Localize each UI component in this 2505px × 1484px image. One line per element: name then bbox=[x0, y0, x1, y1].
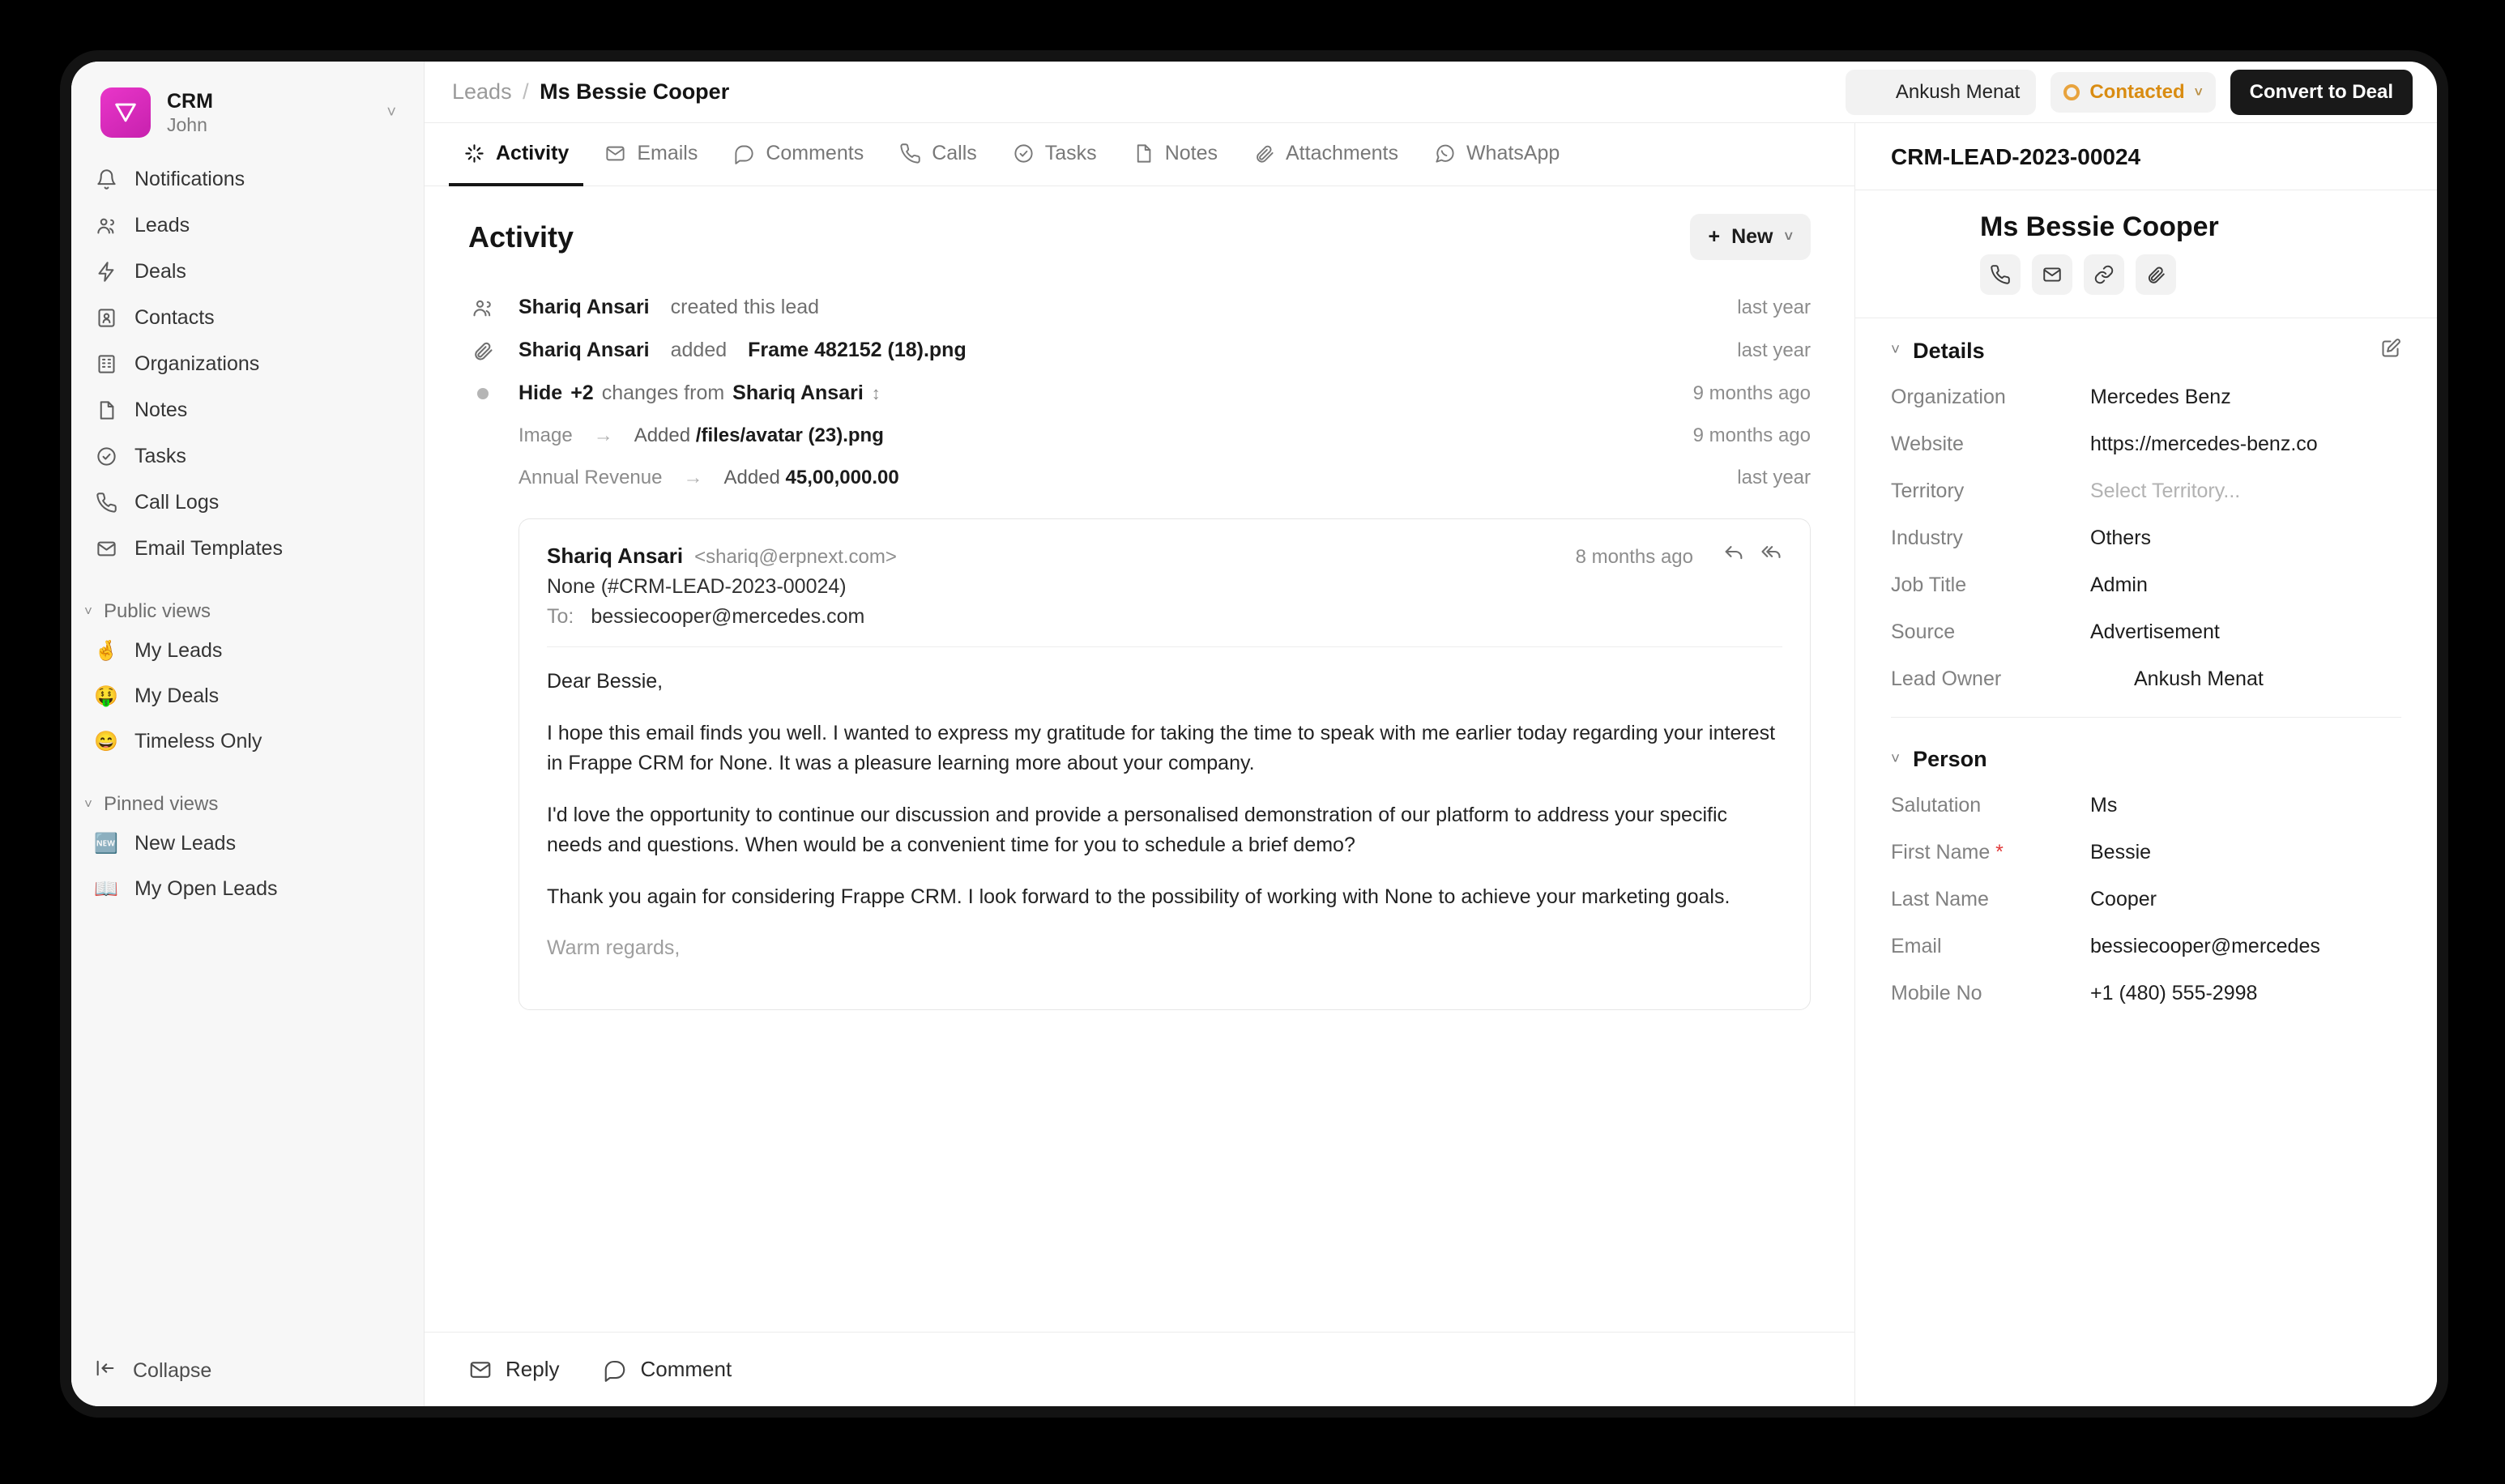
field-value: Bessie bbox=[2090, 840, 2152, 864]
event-time: 9 months ago bbox=[1692, 424, 1811, 446]
lead-id: CRM-LEAD-2023-00024 bbox=[1891, 144, 2141, 169]
primary-nav bbox=[71, 157, 424, 573]
org-switcher[interactable] bbox=[81, 79, 414, 146]
detail-panel bbox=[1855, 123, 2437, 1406]
chevron-down-icon: ˅ bbox=[84, 603, 92, 619]
pinned-views-list bbox=[71, 822, 424, 913]
activity-panel bbox=[425, 186, 1854, 1332]
field-label: Email bbox=[1891, 934, 1942, 957]
field-last-name[interactable] bbox=[1891, 876, 2401, 923]
toggle-changes-button[interactable] bbox=[518, 382, 881, 405]
field-value-container bbox=[2090, 663, 2264, 694]
reply-all-icon[interactable] bbox=[1760, 540, 1782, 567]
sidebar-item-contacts[interactable] bbox=[81, 296, 414, 339]
arrow-icon: → bbox=[683, 467, 703, 488]
mail-icon bbox=[468, 1358, 493, 1382]
event-actor: Shariq Ansari bbox=[518, 339, 650, 361]
changes-group-header bbox=[468, 372, 1811, 415]
field-label: Source bbox=[1891, 620, 1956, 643]
mail-icon[interactable] bbox=[2032, 254, 2072, 295]
event-time: last year bbox=[1737, 339, 1811, 361]
field-organization[interactable] bbox=[1891, 373, 2401, 420]
field-lead-owner[interactable] bbox=[1891, 655, 2401, 702]
field-mobile-no[interactable] bbox=[1891, 970, 2401, 1017]
my-leads-emoji-icon: 🤞 bbox=[94, 640, 118, 662]
sidebar-item-organizations[interactable] bbox=[81, 342, 414, 386]
field-value: bessiecooper@mercedes bbox=[2090, 934, 2320, 957]
avatar[interactable] bbox=[1891, 220, 1959, 288]
event-time: last year bbox=[1737, 467, 1811, 488]
field-label bbox=[1891, 841, 2090, 864]
collapse-icon bbox=[94, 1357, 117, 1385]
avatar bbox=[469, 537, 506, 574]
sidebar-item-my-deals[interactable] bbox=[81, 675, 414, 718]
sidebar-item-my-leads[interactable] bbox=[81, 629, 414, 672]
tab-calls[interactable] bbox=[885, 124, 992, 186]
deals-icon bbox=[94, 259, 118, 284]
sidebar-item-leads[interactable] bbox=[81, 203, 414, 247]
change-value bbox=[634, 424, 884, 447]
field-value: Ankush Menat bbox=[2134, 667, 2264, 690]
field-label: Job Title bbox=[1891, 573, 1967, 596]
contacts-icon bbox=[94, 305, 118, 330]
change-prefix: Added bbox=[634, 424, 691, 446]
sidebar-item-call-logs[interactable] bbox=[81, 480, 414, 524]
sidebar-item-label: Email Templates bbox=[134, 536, 283, 560]
tab-label: Calls bbox=[932, 142, 977, 164]
tab-bar bbox=[425, 123, 1854, 186]
change-prefix: Added bbox=[723, 467, 780, 488]
field-label: Lead Owner bbox=[1891, 667, 2002, 690]
field-label: Website bbox=[1891, 432, 1964, 455]
field-value: Cooper bbox=[2090, 887, 2157, 910]
breadcrumb-current: Ms Bessie Cooper bbox=[540, 79, 730, 104]
email-body bbox=[547, 667, 1782, 964]
org-name: CRM bbox=[167, 89, 213, 113]
field-source[interactable] bbox=[1891, 608, 2401, 655]
details-section bbox=[1855, 318, 2437, 727]
activity-icon bbox=[463, 143, 485, 164]
reply-icon[interactable] bbox=[1722, 540, 1745, 567]
sidebar-item-tasks[interactable] bbox=[81, 434, 414, 478]
breadcrumb bbox=[452, 79, 729, 104]
center-column bbox=[425, 123, 1855, 1406]
field-industry[interactable] bbox=[1891, 514, 2401, 561]
public-views-title: Public views bbox=[103, 600, 211, 622]
lead-owner-chip[interactable] bbox=[1846, 70, 2036, 115]
sidebar bbox=[71, 62, 425, 1406]
chevron-down-icon: ˅ bbox=[2194, 83, 2203, 100]
change-row bbox=[468, 415, 1811, 457]
notes-icon bbox=[94, 398, 118, 422]
person-header bbox=[1855, 190, 2437, 318]
field-website[interactable] bbox=[1891, 420, 2401, 467]
new-activity-button[interactable] bbox=[1690, 214, 1811, 260]
divider bbox=[547, 646, 1782, 647]
plus-icon: + bbox=[1708, 225, 1721, 248]
chevron-down-icon[interactable]: ˅ bbox=[1891, 342, 1901, 359]
field-value: Ms bbox=[2090, 793, 2118, 817]
divider bbox=[1891, 717, 2401, 718]
sidebar-item-label: Timeless Only bbox=[134, 730, 262, 753]
convert-to-deal-button[interactable]: Convert to Deal bbox=[2230, 70, 2413, 115]
email-paragraph: Dear Bessie, bbox=[547, 670, 664, 693]
comment-label: Comment bbox=[640, 1357, 732, 1381]
status-dot-icon bbox=[2063, 84, 2080, 100]
sidebar-item-label: Organizations bbox=[134, 352, 260, 375]
person-name: Ms Bessie Cooper bbox=[1980, 211, 2219, 242]
field-label: Last Name bbox=[1891, 887, 1989, 910]
my-deals-emoji-icon: 🤑 bbox=[94, 685, 118, 707]
field-value: Mercedes Benz bbox=[2090, 385, 2231, 408]
sidebar-item-label: Call Logs bbox=[134, 490, 220, 514]
change-new-value: 45,00,000.00 bbox=[785, 467, 899, 488]
changes-text: changes from bbox=[601, 382, 725, 404]
tab-notes[interactable] bbox=[1118, 124, 1232, 186]
sidebar-item-my-open-leads[interactable] bbox=[81, 868, 414, 910]
comment-icon bbox=[733, 143, 755, 164]
tab-comments[interactable] bbox=[719, 124, 878, 186]
sidebar-item-label: New Leads bbox=[134, 832, 237, 855]
task-icon bbox=[1013, 143, 1035, 164]
person-section bbox=[1855, 727, 2437, 1026]
timeless-only-emoji-icon: 😄 bbox=[94, 731, 118, 753]
change-row bbox=[468, 457, 1811, 499]
email-sender: Shariq Ansari bbox=[547, 544, 684, 568]
email-sender-address: <shariq@erpnext.com> bbox=[694, 546, 897, 568]
event-target[interactable]: Frame 482152 (18).png bbox=[748, 339, 967, 361]
attachment-icon bbox=[468, 339, 497, 362]
status-badge[interactable] bbox=[2051, 72, 2215, 113]
leads-icon bbox=[94, 213, 118, 237]
sidebar-item-label: Leads bbox=[134, 213, 190, 237]
email-to-label: To: bbox=[547, 605, 574, 628]
tab-label: Notes bbox=[1164, 142, 1218, 164]
field-job-title[interactable] bbox=[1891, 561, 2401, 608]
mail-icon bbox=[94, 536, 118, 561]
sidebar-item-timeless-only[interactable] bbox=[81, 720, 414, 763]
collapse-sidebar-button[interactable] bbox=[71, 1339, 424, 1406]
reply-button[interactable] bbox=[468, 1357, 559, 1382]
email-to-address: bessiecooper@mercedes.com bbox=[591, 605, 865, 628]
event-action: created this lead bbox=[670, 296, 820, 318]
sidebar-item-label: My Leads bbox=[134, 639, 223, 662]
timeline-dot-icon bbox=[477, 388, 489, 399]
attachment-icon[interactable] bbox=[2136, 254, 2176, 295]
email-icon bbox=[604, 143, 626, 164]
sidebar-item-email-templates[interactable] bbox=[81, 527, 414, 570]
crm-logo-icon bbox=[100, 87, 151, 138]
new-button-label: New bbox=[1731, 225, 1773, 248]
org-user: John bbox=[167, 114, 207, 136]
new-leads-emoji-icon: 🆕 bbox=[94, 833, 118, 855]
email-recipient-row bbox=[547, 605, 1782, 629]
field-value: Others bbox=[2090, 526, 2152, 549]
email-subject: None (#CRM-LEAD-2023-00024) bbox=[547, 575, 847, 598]
pinned-views-title: Pinned views bbox=[103, 793, 219, 815]
sidebar-item-label: Contacts bbox=[134, 305, 215, 329]
avatar bbox=[2090, 663, 2121, 694]
sidebar-item-label: Notes bbox=[134, 398, 188, 421]
field-value: https://mercedes-benz.co bbox=[2090, 432, 2318, 455]
sidebar-item-new-leads[interactable] bbox=[81, 822, 414, 865]
event-time: 9 months ago bbox=[1692, 382, 1811, 404]
phone-icon[interactable] bbox=[1980, 254, 2021, 295]
organizations-icon bbox=[94, 352, 118, 376]
breadcrumb-separator: / bbox=[523, 79, 529, 104]
public-views-header[interactable] bbox=[71, 589, 424, 629]
whatsapp-icon bbox=[1434, 143, 1456, 164]
chevron-down-icon: ˅ bbox=[386, 103, 396, 122]
event-time: last year bbox=[1737, 296, 1811, 318]
tab-emails[interactable] bbox=[590, 124, 712, 186]
activity-event bbox=[468, 329, 1811, 372]
event-action: added bbox=[670, 339, 728, 361]
details-title: Details bbox=[1913, 338, 1985, 363]
field-value: Admin bbox=[2090, 573, 2148, 596]
sidebar-item-label: My Open Leads bbox=[134, 877, 278, 900]
field-email[interactable] bbox=[1891, 923, 2401, 970]
tab-label: Emails bbox=[637, 142, 698, 164]
pinned-views-header[interactable] bbox=[71, 782, 424, 822]
avatar bbox=[1854, 77, 1884, 108]
breadcrumb-root[interactable]: Leads bbox=[452, 79, 512, 104]
tasks-icon bbox=[94, 444, 118, 468]
field-label-text: First Name bbox=[1891, 840, 1991, 864]
field-label: Organization bbox=[1891, 385, 2006, 408]
changes-actor: Shariq Ansari bbox=[732, 382, 864, 404]
tab-label: Attachments bbox=[1286, 142, 1398, 164]
sidebar-item-label: Tasks bbox=[134, 444, 186, 467]
email-card[interactable] bbox=[518, 518, 1811, 1010]
tab-whatsapp[interactable] bbox=[1419, 124, 1574, 186]
edit-icon[interactable] bbox=[2379, 338, 2401, 364]
app-window bbox=[71, 62, 2437, 1406]
sidebar-item-label: My Deals bbox=[134, 684, 220, 707]
tab-attachments[interactable] bbox=[1239, 124, 1413, 186]
tab-label: Tasks bbox=[1044, 142, 1097, 164]
activity-footer bbox=[425, 1332, 1854, 1406]
phone-icon bbox=[899, 143, 921, 164]
sidebar-item-label: Deals bbox=[134, 259, 186, 283]
activity-event bbox=[468, 286, 1811, 329]
tab-label: Comments bbox=[766, 142, 864, 164]
change-new-value: /files/avatar (23).png bbox=[695, 424, 884, 446]
field-label: Territory bbox=[1891, 479, 1965, 502]
attachment-icon bbox=[1253, 143, 1275, 164]
status-label: Contacted bbox=[2089, 80, 2185, 103]
bell-icon bbox=[94, 167, 118, 191]
tab-label: WhatsApp bbox=[1466, 142, 1560, 164]
link-icon[interactable] bbox=[2084, 254, 2124, 295]
chevron-down-icon: ˅ bbox=[84, 796, 92, 812]
person-add-icon bbox=[468, 296, 497, 319]
lead-owner-name: Ankush Menat bbox=[1895, 80, 2021, 103]
reply-label: Reply bbox=[506, 1357, 560, 1381]
field-label: Mobile No bbox=[1891, 981, 1982, 1004]
collapse-label: Collapse bbox=[133, 1359, 212, 1382]
sidebar-item-notes[interactable] bbox=[81, 388, 414, 432]
person-title: Person bbox=[1913, 747, 1987, 771]
field-salutation[interactable] bbox=[1891, 782, 2401, 829]
field-label: Salutation bbox=[1891, 793, 1982, 817]
chevron-down-icon: ˅ bbox=[1784, 228, 1793, 245]
tab-tasks[interactable] bbox=[998, 124, 1112, 186]
chevron-down-icon[interactable]: ˅ bbox=[1891, 750, 1901, 768]
public-views-list bbox=[71, 629, 424, 765]
changes-count: +2 bbox=[570, 382, 594, 404]
email-closing: Warm regards, bbox=[547, 936, 681, 959]
sidebar-item-notifications[interactable] bbox=[81, 157, 414, 201]
phone-icon bbox=[94, 490, 118, 514]
chevron-updown-icon: ↕ bbox=[871, 382, 881, 403]
comment-icon bbox=[603, 1358, 627, 1382]
my-open-leads-emoji-icon: 📖 bbox=[94, 878, 118, 900]
field-value: +1 (480) 555-2998 bbox=[2090, 981, 2258, 1004]
field-value: Advertisement bbox=[2090, 620, 2220, 643]
main-area bbox=[425, 62, 2437, 1406]
lead-id-header bbox=[1855, 123, 2437, 190]
required-indicator: * bbox=[1990, 840, 2004, 864]
event-actor: Shariq Ansari bbox=[518, 296, 650, 318]
change-value bbox=[723, 467, 898, 489]
hide-label: Hide bbox=[518, 382, 563, 404]
field-value: Select Territory... bbox=[2090, 479, 2241, 502]
email-paragraph: I hope this email finds you well. I wanted to express my gratitude for taking the time to speak with me earlier today regarding your interest in Frappe CRM for None. It was a pleasure learning more about your company. bbox=[547, 721, 1776, 774]
email-paragraph: Thank you again for considering Frappe CRM. I look forward to the possibility of working with None to achieve your marketing goals. bbox=[547, 885, 1730, 908]
field-territory[interactable] bbox=[1891, 467, 2401, 514]
sidebar-item-deals[interactable] bbox=[81, 249, 414, 293]
field-label: Industry bbox=[1891, 526, 1963, 549]
change-field: Annual Revenue bbox=[518, 467, 663, 488]
note-icon bbox=[1133, 143, 1154, 164]
email-paragraph: I'd love the opportunity to continue our discussion and provide a personalised demonstration of our platform to address your specific needs and questions. When would be a convenient time for you to schedule a brief demo? bbox=[547, 803, 1727, 856]
field-first-name[interactable] bbox=[1891, 829, 2401, 876]
tab-activity[interactable] bbox=[449, 124, 583, 186]
change-field: Image bbox=[518, 424, 573, 446]
topbar bbox=[425, 62, 2437, 123]
tab-label: Activity bbox=[496, 142, 570, 164]
page-title: Activity bbox=[468, 220, 574, 254]
arrow-icon: → bbox=[593, 424, 613, 446]
sidebar-item-label: Notifications bbox=[134, 167, 245, 190]
comment-button[interactable] bbox=[603, 1357, 732, 1382]
email-time: 8 months ago bbox=[1575, 546, 1693, 568]
